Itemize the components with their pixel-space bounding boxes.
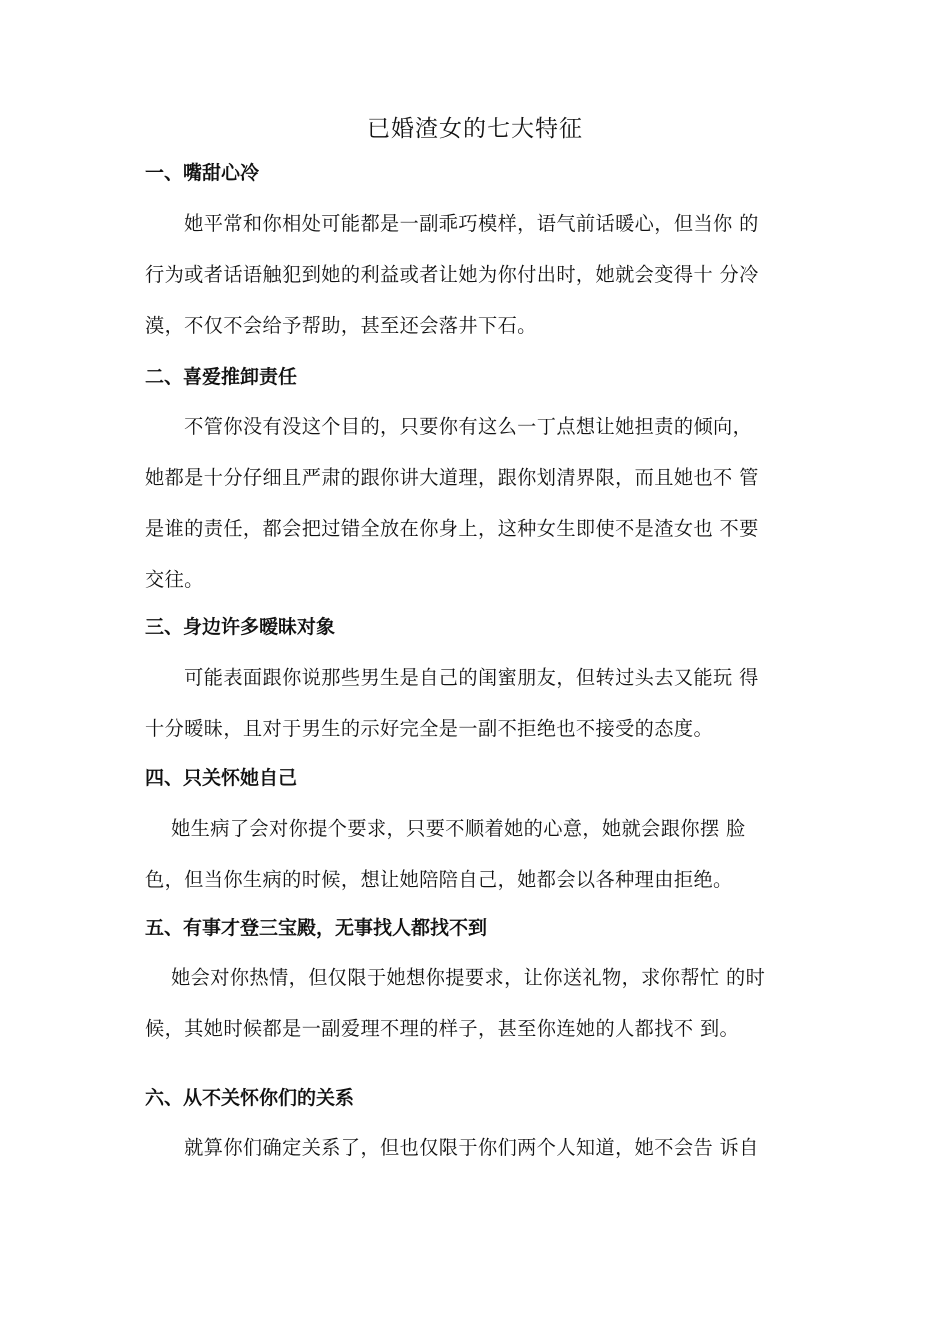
paragraph-line: 色，但当你生病的时候，想让她陪陪自己，她都会以各种理由拒绝。 <box>145 868 733 891</box>
section-heading-5: 五、有事才登三宝殿，无事找人都找不到 <box>145 917 488 939</box>
document-title: 已婚渣女的七大特征 <box>367 116 583 142</box>
paragraph-line: 漠，不仅不会给予帮助，甚至还会落井下石。 <box>145 314 537 337</box>
section-paragraph-6 <box>145 1122 830 1173</box>
paragraph-line: 她生病了会对你提个要求，只要不顺着她的心意，她就会跟你摆 脸 <box>145 817 746 840</box>
paragraph-line: 她平常和你相处可能都是一副乖巧模样，语气前话暖心，但当你 的 <box>145 212 759 235</box>
paragraph-line: 候，其她时候都是一副爱理不理的样子，甚至你连她的人都找不 到。 <box>145 1017 740 1040</box>
section-heading-2: 二、喜爱推卸责任 <box>145 366 298 388</box>
section-paragraph-4 <box>145 803 830 905</box>
section-heading-4: 四、只关怀她自己 <box>145 767 298 789</box>
paragraph-line: 她都是十分仔细且严肃的跟你讲大道理，跟你划清界限，而且她也不 管 <box>145 466 759 489</box>
paragraph-line: 可能表面跟你说那些男生是自己的闺蜜朋友，但转过头去又能玩 得 <box>145 666 759 689</box>
paragraph-line: 行为或者话语触犯到她的利益或者让她为你付出时，她就会变得十 分冷 <box>145 263 759 286</box>
paragraph-line: 十分暧昧，且对于男生的示好完全是一副不拒绝也不接受的态度。 <box>145 717 714 740</box>
section-heading-1: 一、嘴甜心冷 <box>145 162 260 184</box>
section-heading-6: 六、从不关怀你们的关系 <box>145 1087 355 1109</box>
paragraph-line: 就算你们确定关系了，但也仅限于你们两个人知道，她不会告 诉自 <box>145 1136 759 1159</box>
paragraph-line: 是谁的责任，都会把过错全放在你身上，这种女生即使不是渣女也 不要 <box>145 517 759 540</box>
paragraph-line: 交往。 <box>145 568 204 591</box>
section-paragraph-5 <box>145 952 830 1054</box>
section-paragraph-1 <box>145 198 830 351</box>
paragraph-line: 不管你没有没这个目的，只要你有这么一丁点想让她担责的倾向， <box>145 415 753 438</box>
section-paragraph-2 <box>145 401 830 605</box>
section-paragraph-3 <box>145 652 830 754</box>
section-heading-3: 三、身边许多暧昧对象 <box>145 616 336 638</box>
paragraph-line: 她会对你热情，但仅限于她想你提要求，让你送礼物，求你帮忙 的时 <box>145 966 766 989</box>
